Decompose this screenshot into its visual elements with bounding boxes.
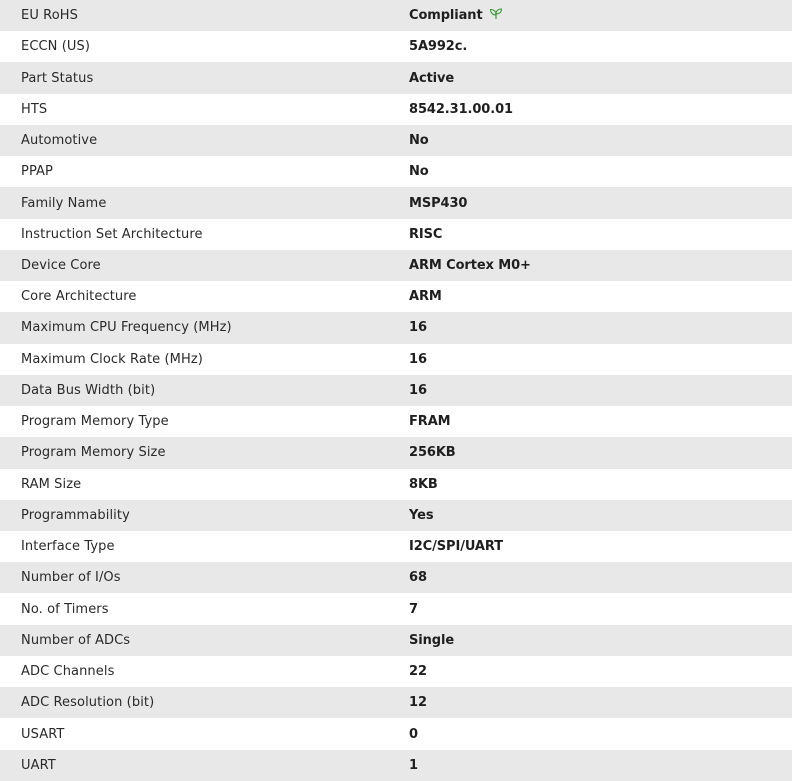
spec-value: 16 xyxy=(409,382,427,398)
spec-row xyxy=(0,500,792,531)
spec-value: 16 xyxy=(409,320,427,336)
spec-row xyxy=(0,0,792,31)
spec-label: UART xyxy=(21,757,56,773)
spec-label: RAM Size xyxy=(21,476,82,492)
spec-value-cell xyxy=(409,500,792,531)
spec-value-cell xyxy=(409,31,792,62)
spec-label: Programmability xyxy=(21,507,130,523)
spec-label: Program Memory Type xyxy=(21,414,169,430)
spec-label: HTS xyxy=(21,101,48,117)
spec-value-cell xyxy=(409,562,792,593)
spec-label: Part Status xyxy=(21,70,94,86)
spec-label: Number of I/Os xyxy=(21,570,121,586)
spec-value-cell xyxy=(409,625,792,656)
spec-value-cell xyxy=(409,219,792,250)
spec-row xyxy=(0,156,792,187)
spec-value-cell xyxy=(409,375,792,406)
spec-value-cell xyxy=(409,750,792,781)
spec-row xyxy=(0,750,792,781)
spec-label: ECCN (US) xyxy=(21,39,91,55)
spec-row xyxy=(0,187,792,218)
spec-value-cell xyxy=(409,281,792,312)
spec-value: ARM xyxy=(409,289,442,305)
spec-label: Maximum CPU Frequency (MHz) xyxy=(21,320,232,336)
spec-value-cell xyxy=(409,0,792,31)
spec-value-cell xyxy=(409,687,792,718)
spec-value: 8542.31.00.01 xyxy=(409,101,513,117)
spec-value: Active xyxy=(409,70,455,86)
leaf-icon xyxy=(489,8,503,24)
spec-row xyxy=(0,312,792,343)
spec-row xyxy=(0,94,792,125)
spec-value-cell xyxy=(409,312,792,343)
spec-row xyxy=(0,62,792,93)
spec-row xyxy=(0,687,792,718)
spec-label: Interface Type xyxy=(21,539,115,555)
spec-label: No. of Timers xyxy=(21,601,109,617)
spec-label: Data Bus Width (bit) xyxy=(21,382,156,398)
spec-row xyxy=(0,469,792,500)
spec-row xyxy=(0,219,792,250)
spec-value: Compliant xyxy=(409,7,483,23)
spec-row xyxy=(0,656,792,687)
spec-row xyxy=(0,562,792,593)
spec-value: 0 xyxy=(409,726,418,742)
spec-label: PPAP xyxy=(21,164,53,180)
spec-value-cell xyxy=(409,344,792,375)
spec-label: Maximum Clock Rate (MHz) xyxy=(21,351,203,367)
spec-value: 22 xyxy=(409,664,427,680)
spec-row xyxy=(0,718,792,749)
spec-label: Device Core xyxy=(21,257,101,273)
spec-row xyxy=(0,281,792,312)
spec-value-cell xyxy=(409,718,792,749)
spec-value: RISC xyxy=(409,226,443,242)
spec-value-cell xyxy=(409,156,792,187)
spec-value-cell xyxy=(409,62,792,93)
spec-value: 7 xyxy=(409,601,418,617)
spec-label: Core Architecture xyxy=(21,289,137,305)
spec-label: Automotive xyxy=(21,133,98,149)
spec-value: 8KB xyxy=(409,476,438,492)
spec-row xyxy=(0,250,792,281)
spec-value: No xyxy=(409,133,429,149)
spec-label: USART xyxy=(21,726,65,742)
spec-value: Yes xyxy=(409,507,434,523)
spec-value: No xyxy=(409,164,429,180)
spec-value-cell xyxy=(409,94,792,125)
spec-value: MSP430 xyxy=(409,195,468,211)
spec-value: 12 xyxy=(409,695,427,711)
spec-row xyxy=(0,406,792,437)
spec-value: Single xyxy=(409,632,455,648)
spec-value: 256KB xyxy=(409,445,456,461)
spec-label: ADC Channels xyxy=(21,664,115,680)
spec-value: 16 xyxy=(409,351,427,367)
spec-row xyxy=(0,625,792,656)
spec-value-cell xyxy=(409,593,792,624)
spec-row xyxy=(0,344,792,375)
spec-label: Instruction Set Architecture xyxy=(21,226,203,242)
spec-label: EU RoHS xyxy=(21,8,78,24)
spec-row xyxy=(0,593,792,624)
spec-value: 1 xyxy=(409,757,418,773)
spec-value-cell xyxy=(409,187,792,218)
spec-value-cell xyxy=(409,125,792,156)
spec-value: 5A992c. xyxy=(409,39,468,55)
spec-value-cell xyxy=(409,250,792,281)
spec-row xyxy=(0,437,792,468)
spec-value: FRAM xyxy=(409,414,451,430)
spec-value-cell xyxy=(409,437,792,468)
spec-row xyxy=(0,531,792,562)
spec-row xyxy=(0,31,792,62)
spec-value: ARM Cortex M0+ xyxy=(409,257,531,273)
spec-row xyxy=(0,375,792,406)
spec-label: Number of ADCs xyxy=(21,632,131,648)
spec-value-cell xyxy=(409,531,792,562)
spec-label: Program Memory Size xyxy=(21,445,166,461)
spec-label: Family Name xyxy=(21,195,107,211)
spec-row xyxy=(0,125,792,156)
spec-value-cell xyxy=(409,469,792,500)
spec-value-cell xyxy=(409,656,792,687)
spec-value-cell xyxy=(409,406,792,437)
spec-value: 68 xyxy=(409,570,427,586)
spec-label: ADC Resolution (bit) xyxy=(21,695,155,711)
spec-value: I2C/SPI/UART xyxy=(409,539,503,555)
